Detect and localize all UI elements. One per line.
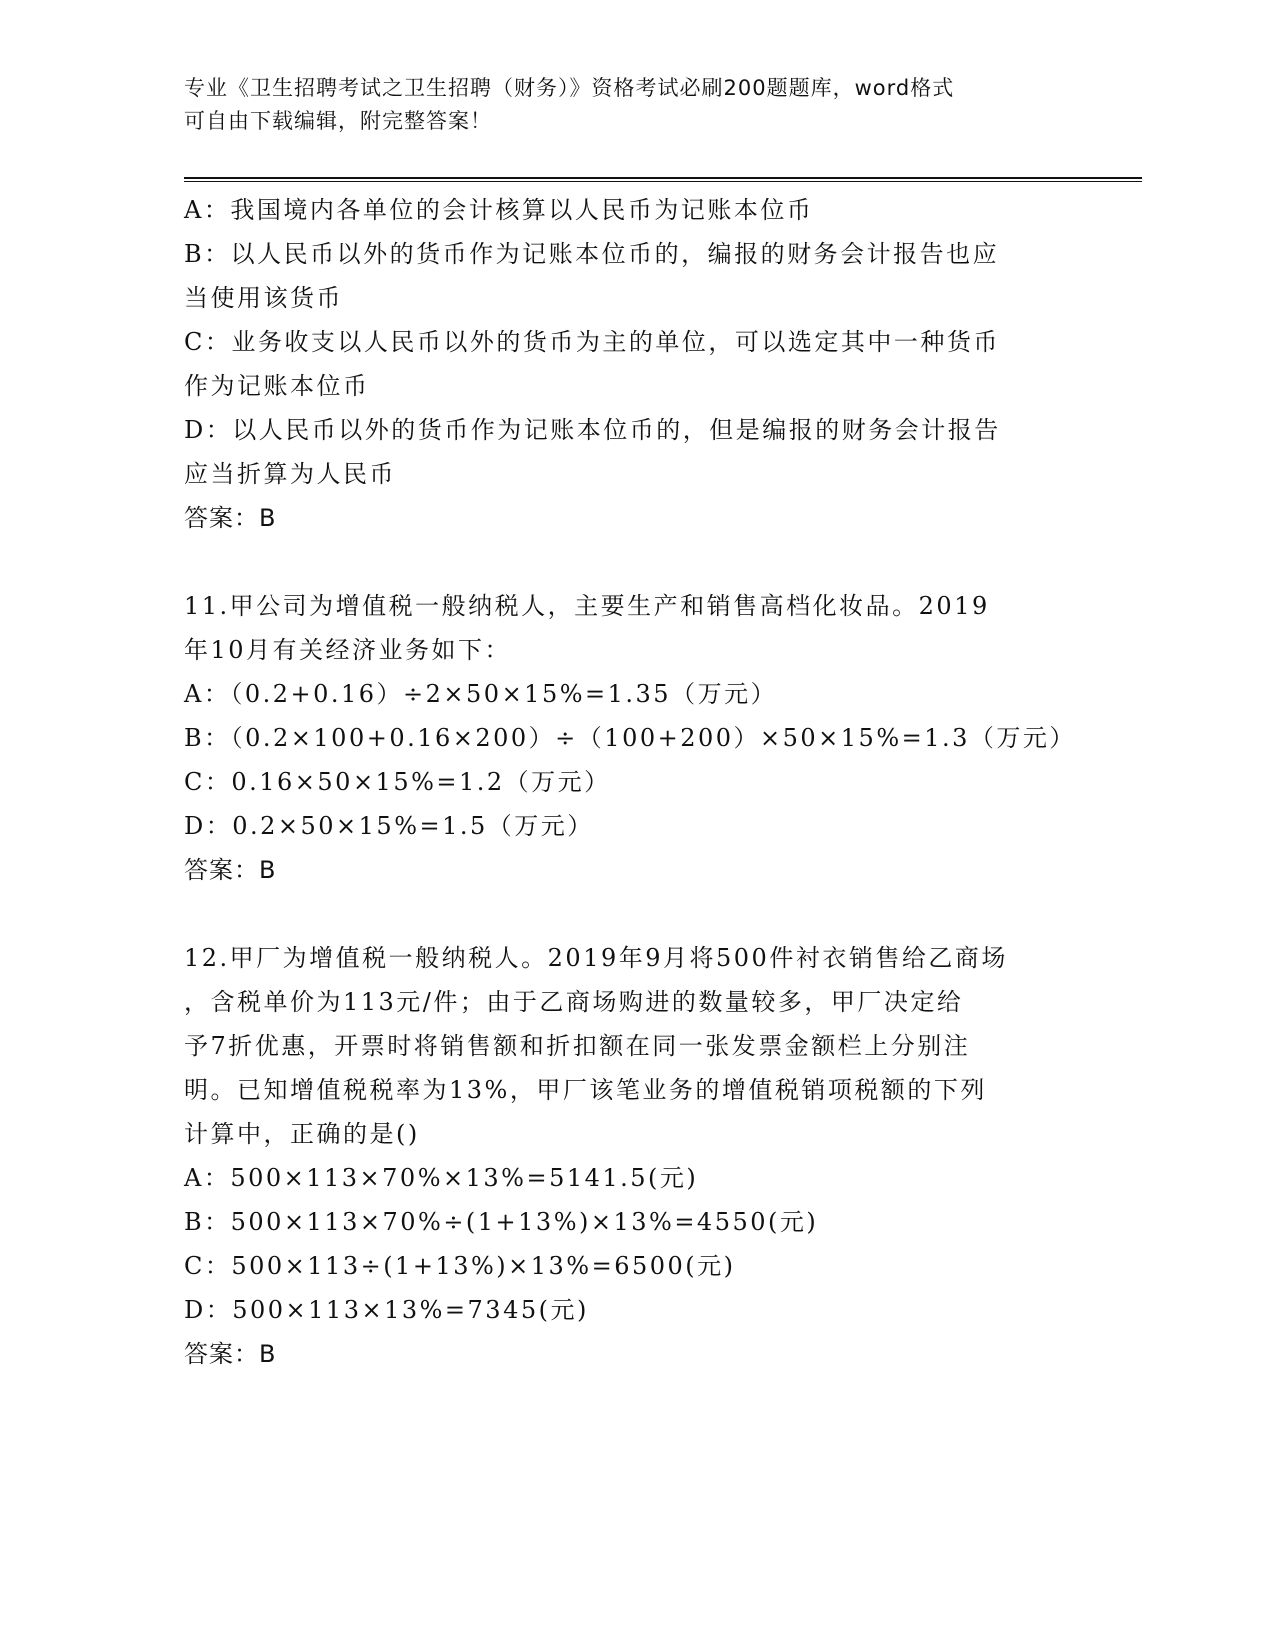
question-12-option-a: A：500×113×70%×13%=5141.5(元) [184,1164,699,1192]
question-10-option-b-line-2: 当使用该货币 [184,284,343,312]
question-12-option-c: C：500×113÷(1+13%)×13%=6500(元) [184,1252,736,1280]
question-11-stem-line-2: 年10月有关经济业务如下： [184,636,512,664]
question-12-stem-line-3: 予7折优惠，开票时将销售额和折扣额在同一张发票金额栏上分别注 [184,1032,971,1060]
question-10-answer: 答案：B [184,504,277,532]
question-12-stem-line-2: ，含税单价为113元/件；由于乙商场购进的数量较多，甲厂决定给 [184,988,964,1016]
header-divider-thick [184,177,1142,179]
question-spacer [184,892,1064,936]
header-title-line-1: 专业《卫生招聘考试之卫生招聘（财务）》资格考试必刷200题题库，word格式 [184,76,955,100]
question-12-answer: 答案：B [184,1340,277,1368]
question-10 [184,188,1064,540]
question-12-stem-line-1: 12.甲厂为增值税一般纳税人。2019年9月将500件衬衣销售给乙商场 [184,944,1008,972]
question-12-option-d: D：500×113×13%=7345(元) [184,1296,589,1324]
question-spacer [184,540,1064,584]
question-10-option-c-line-1: C：业务收支以人民币以外的货币为主的单位，可以选定其中一种货币 [184,328,1000,356]
question-12 [184,936,1064,1376]
question-10-option-d-line-2: 应当折算为人民币 [184,460,396,488]
question-10-option-a: A：我国境内各单位的会计核算以人民币为记账本位币 [184,196,814,224]
question-11-option-d: D：0.2×50×15%=1.5（万元） [184,812,594,840]
header-divider-thin [184,181,1142,182]
document-header [184,72,1064,138]
question-11-option-a: A：（0.2+0.16）÷2×50×15%=1.35（万元） [184,680,778,708]
question-12-stem-line-4: 明。已知增值税税率为13%，甲厂该笔业务的增值税销项税额的下列 [184,1076,987,1104]
question-10-option-d-line-1: D：以人民币以外的货币作为记账本位币的，但是编报的财务会计报告 [184,416,1001,444]
question-11-stem-line-1: 11.甲公司为增值税一般纳税人，主要生产和销售高档化妆品。2019 [184,592,990,620]
question-10-option-c-line-2: 作为记账本位币 [184,372,370,400]
question-list [184,188,1076,1376]
question-12-stem-line-5: 计算中，正确的是() [184,1120,420,1148]
question-10-option-b-line-1: B：以人民币以外的货币作为记账本位币的，编报的财务会计报告也应 [184,240,1000,268]
question-11-option-b: B：（0.2×100+0.16×200）÷（100+200）×50×15%=1.3（万元） [184,724,1076,752]
question-11-option-c: C：0.16×50×15%=1.2（万元） [184,768,611,796]
question-11 [184,584,1076,892]
question-11-answer: 答案：B [184,856,277,884]
header-title-line-2: 可自由下载编辑，附完整答案！ [184,109,492,133]
question-12-option-b: B：500×113×70%÷(1+13%)×13%=4550(元) [184,1208,819,1236]
